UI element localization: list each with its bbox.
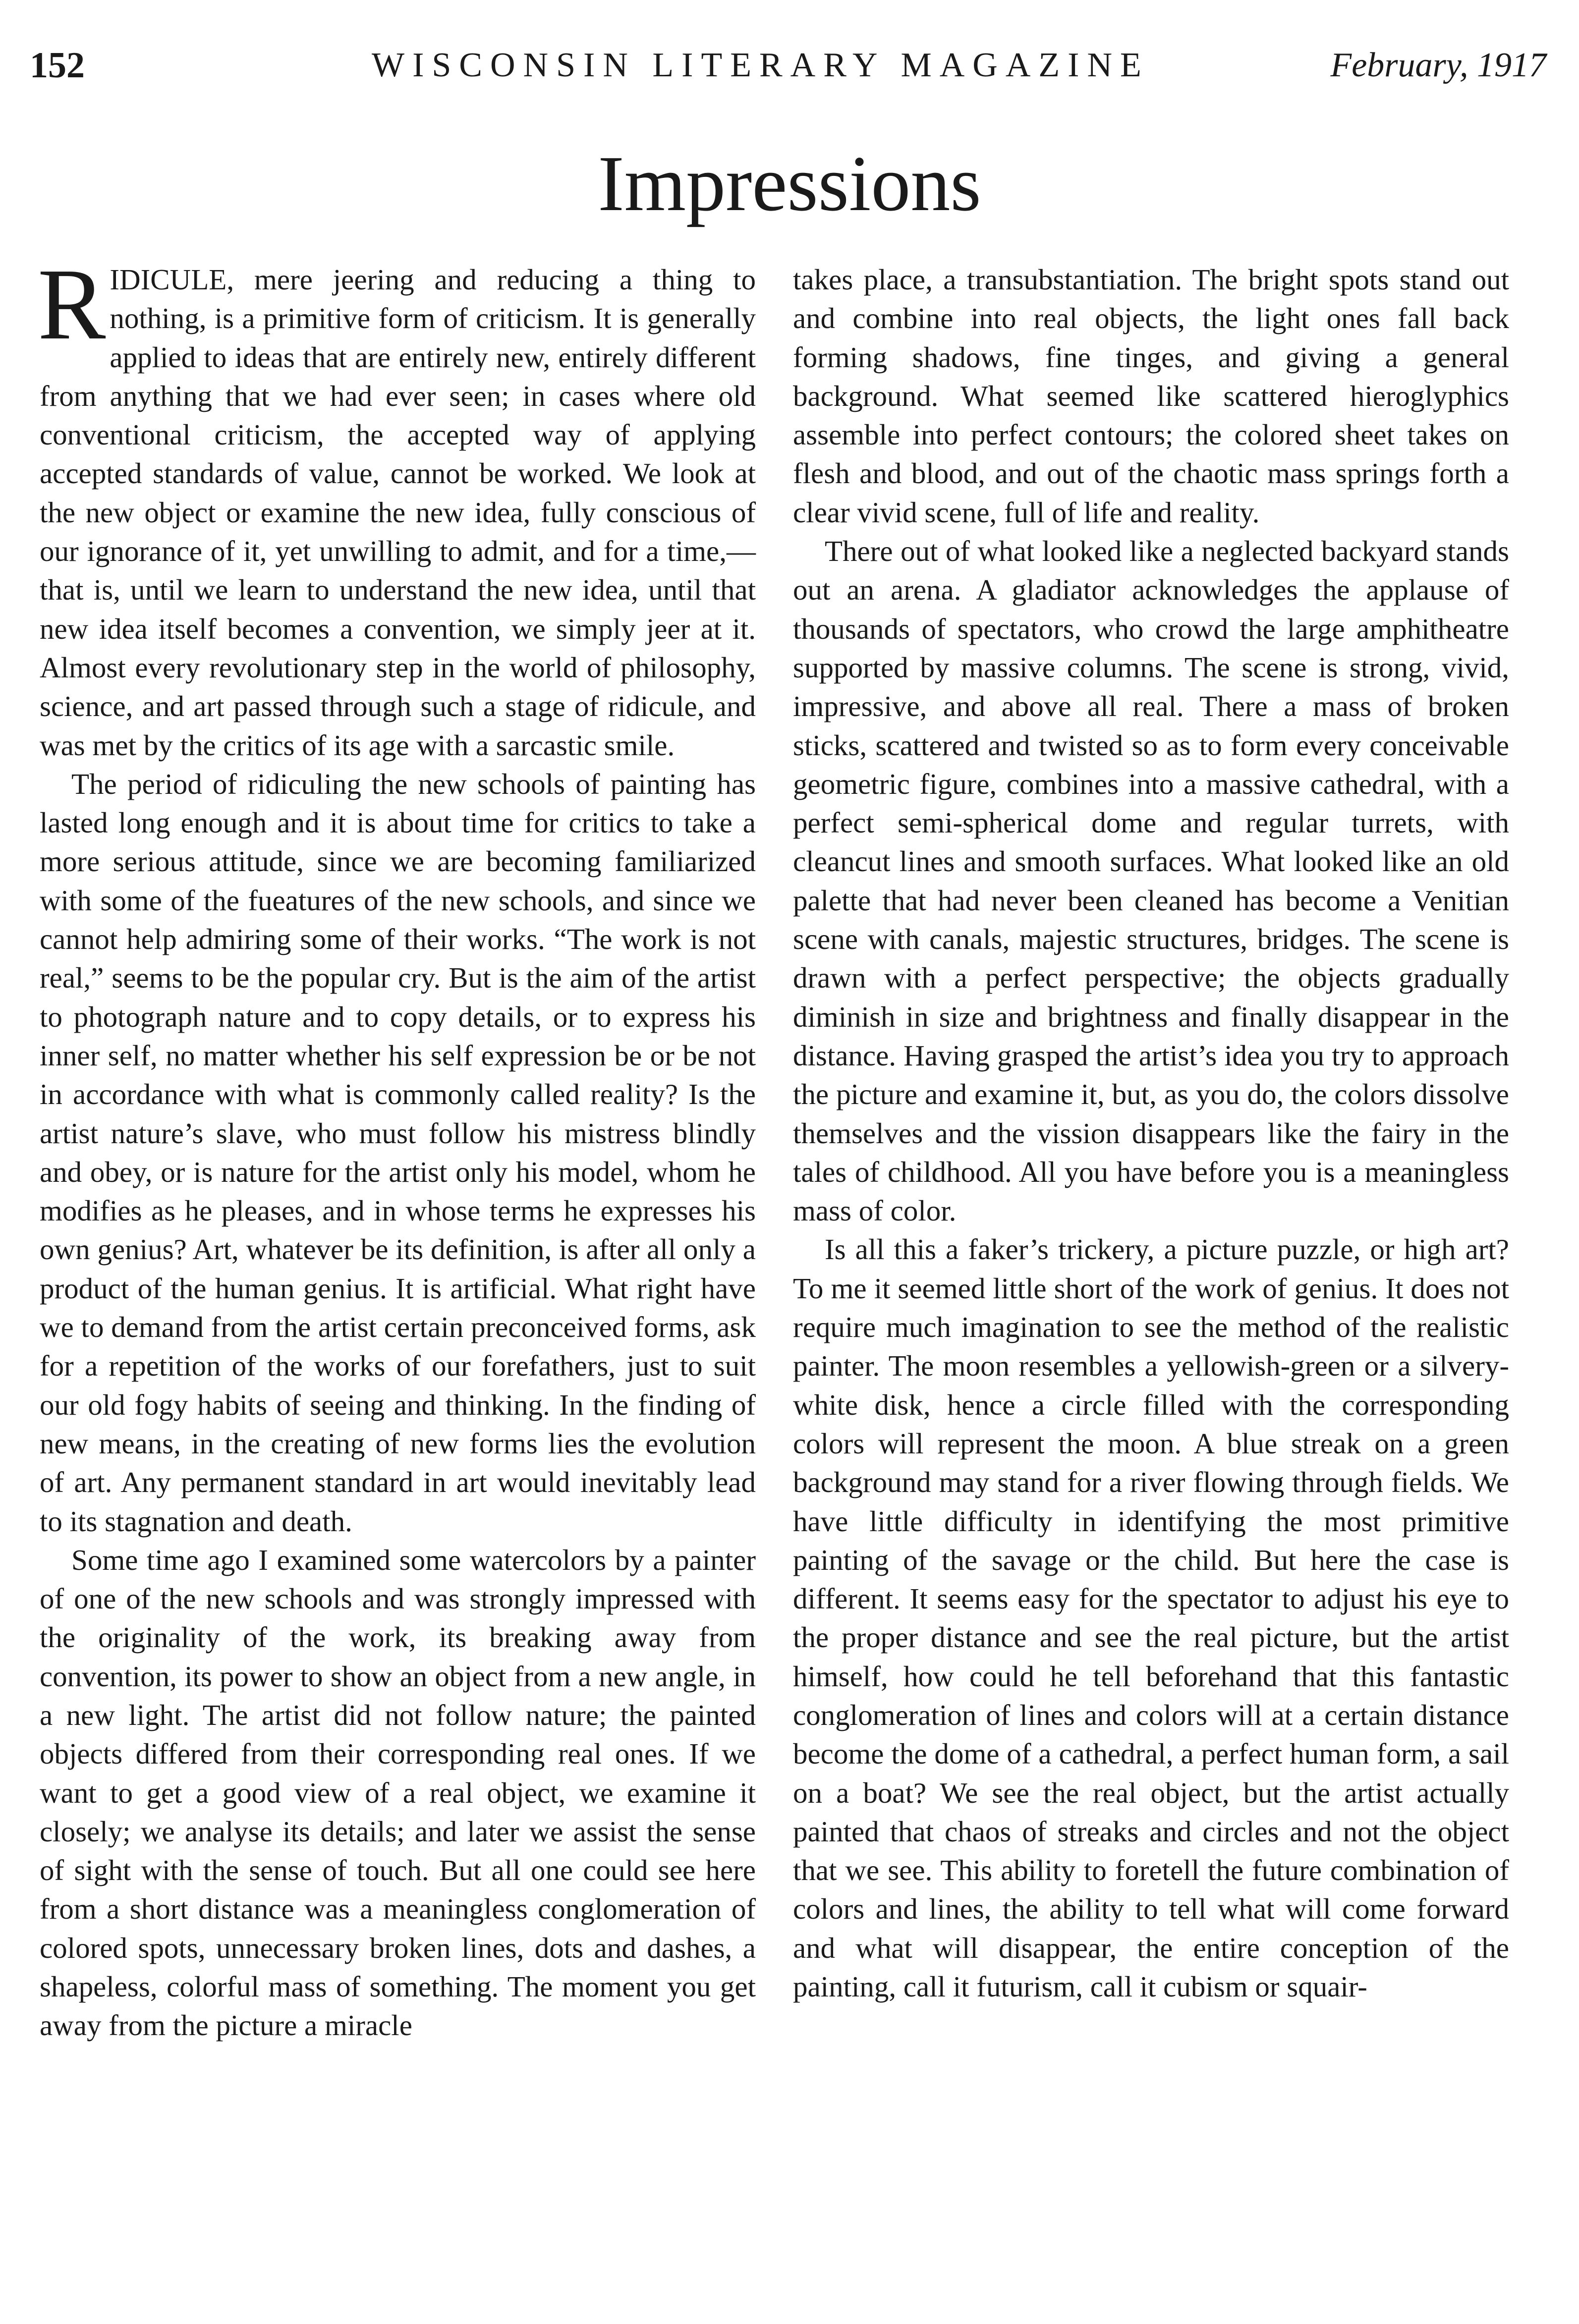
left-column [38,247,756,2045]
paragraph [38,247,756,765]
article-title: Impressions [598,139,981,227]
journal-title: WISCONSIN LITERARY MAGAZINE [372,46,1149,84]
page-number: 152 [30,45,85,86]
paragraph: Some time ago I examined some watercolors by a painter of one of the new schools and was strongly impressed with the originality of the work, its breaking away from convention, its power to show an object from a new angle, in a new light. The artist did not follow nature; the painted objects differed from their corresponding real ones. If we want to get a good view of a real object, we examine it closely; we analyse its details; and later we assist the sense of sight with the sense of touch. But all one could see here from a short distance was a meaningless conglomeration of colored spots, unnecessary broken lines, dots and dashes, a shapeless, colorful mass of something. The moment you get away from the picture a miracle [40,1543,756,2042]
drop-cap: R [38,247,106,361]
paragraph: takes place, a transubstantiation. The bright spots stand out and combine into real objects, the light ones fall back forming shadows, fine tinges, and giving a general background. What seemed like scattered hieroglyphics assemble into perfect contours; the colored sheet takes on flesh and blood, and out of the chaotic mass springs forth a clear vivid scene, full of life and reality. [793,263,1509,529]
paragraph: The period of ridiculing the new schools of painting has lasted long enough and it is about time for critics to take a more serious attitude, since we are becoming familiarized with some of the fueatures of the new schools, and since we cannot help admiring some of their works. “The work is not real,” seems to be the popular cry. But is the aim of the artist to photograph nature and to copy details, or to express his inner self, no matter whether his self expression be or be not in accordance with what is commonly called reality? Is the artist nature’s slave, who must follow his mistress blindly and obey, or is nature for the artist only his model, whom he modifies as he pleases, and in whose terms he expresses his own genius? Art, whatever be its definition, is after all only a product of the human genius. It is artificial. What right have we to demand from the artist certain preconceived forms, ask for a repetition of the works of our forefathers, just to suit our old fogy habits of seeing and thinking. In the finding of new means, in the creating of new forms lies the evolution of art. Any permanent standard in art would inevitably lead to its stagnation and death. [40,767,756,1538]
issue-date: February, 1917 [1330,46,1546,84]
paragraph: Is all this a faker’s trickery, a picture puzzle, or high art? To me it seemed little short of the work of genius. It does not require much imagination to see the method of the realistic painter. The moon resembles a yellowish-green or a silvery-white disk, hence a circle filled with the corresponding colors will represent the moon. A blue streak on a green background may stand for a river flowing through fields. We have little difficulty in identifying the most primitive painting of the savage or the child. But here the case is different. It seems easy for the spectator to adjust his eye to the proper distance and see the real picture, but the artist himself, how could he tell beforehand that this fantastic conglomeration of lines and colors will at a certain distance become the dome of a cathedral, a perfect human form, a sail on a boat? We see the real object, but the artist actually painted that chaos of streaks and circles and not the object that we see. This ability to foretell the future combination of colors and lines, the ability to tell what will come forward and what will disappear, the entire conception of the painting, call it futurism, call it cubism or squair- [793,1233,1509,2003]
paragraph-text: IDICULE, mere jeering and reducing a thing to nothing, is a primitive form of criticism. It is generally applied to ideas that are entirely new, entirely different from anything that we had ever seen; in cases where old conventional criticism, the accepted way of applying accepted standards of value, cannot be worked. We look at the new object or examine the new idea, fully conscious of our ignorance of it, yet unwilling to admit, and for a time,—that is, until we learn to understand the new idea, until that new idea itself becomes a convention, we simply jeer at it. Almost every revolutionary step in the world of philosophy, science, and art passed through such a stage of ridicule, and was met by the critics of its age with a sarcastic smile. [40,263,756,762]
right-column [793,260,1509,2006]
running-header [30,40,1546,99]
paragraph: There out of what looked like a neglected backyard stands out an arena. A gladiator acknowledges the applause of thousands of spectators, who crowd the large amphitheatre supported by massive columns. The scene is strong, vivid, impressive, and above all real. There a mass of broken sticks, scattered and twisted so as to form every conceivable geometric figure, combines into a massive cathedral, with a perfect semi-spherical dome and regular turrets, with cleancut lines and smooth surfaces. What looked like an old palette that had never been cleaned has become a Venitian scene with canals, majestic structures, bridges. The scene is drawn with a perfect perspective; the objects gradually diminish in size and brightness and finally disappear in the distance. Having grasped the artist’s idea you try to approach the picture and examine it, but, as you do, the colors dissolve themselves and the vission disappears like the fairy in the tales of childhood. All you have before you is a meaningless mass of color. [793,535,1509,1227]
